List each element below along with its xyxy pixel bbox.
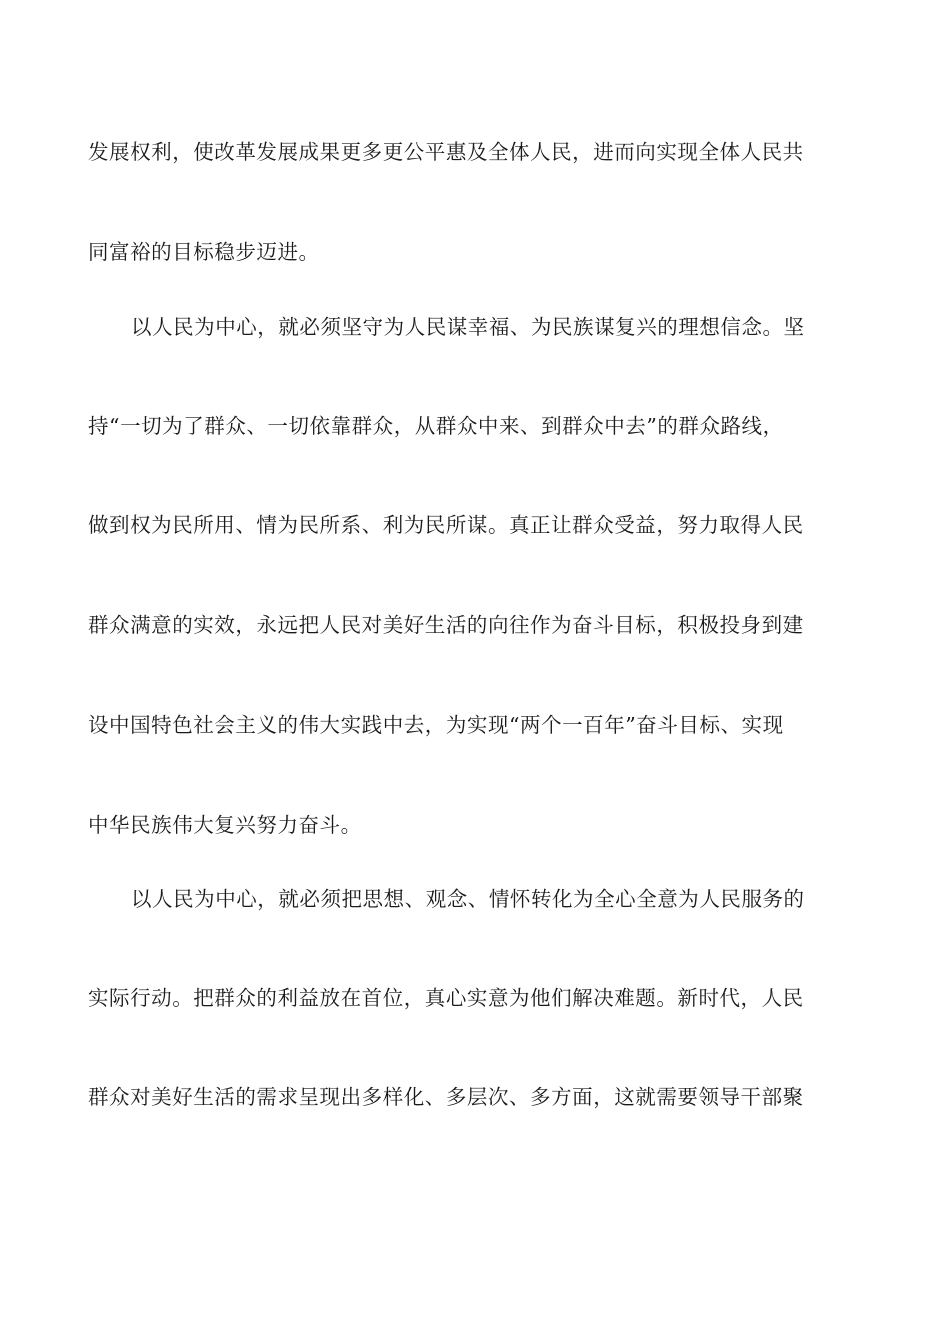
text-line-2: 同富裕的目标稳步迈进。 (88, 240, 320, 264)
text-line-11: 群众对美好生活的需求呈现出多样化、多层次、多方面，这就需要领导干部聚 (88, 1085, 804, 1109)
text-line-9: 以人民为中心，就必须把思想、观念、情怀转化为全心全意为人民服务的 (131, 887, 805, 911)
text-line-3: 以人民为中心，就必须坚守为人民谋幸福、为民族谋复兴的理想信念。坚 (131, 315, 805, 339)
text-line-4: 持“一切为了群众、一切依靠群众，从群众中来、到群众中去”的群众路线， (88, 414, 784, 438)
text-line-8: 中华民族伟大复兴努力奋斗。 (88, 813, 362, 837)
text-line-10: 实际行动。把群众的利益放在首位，真心实意为他们解决难题。新时代，人民 (88, 986, 804, 1010)
text-line-5: 做到权为民所用、情为民所系、利为民所谋。真正让群众受益，努力取得人民 (88, 513, 804, 537)
text-line-7: 设中国特色社会主义的伟大实践中去，为实现“两个一百年”奋斗目标、实现 (88, 713, 784, 737)
text-line-6: 群众满意的实效，永远把人民对美好生活的向往作为奋斗目标，积极投身到建 (88, 613, 804, 637)
text-line-1: 发展权利，使改革发展成果更多更公平惠及全体人民，进而向实现全体人民共 (88, 140, 804, 164)
